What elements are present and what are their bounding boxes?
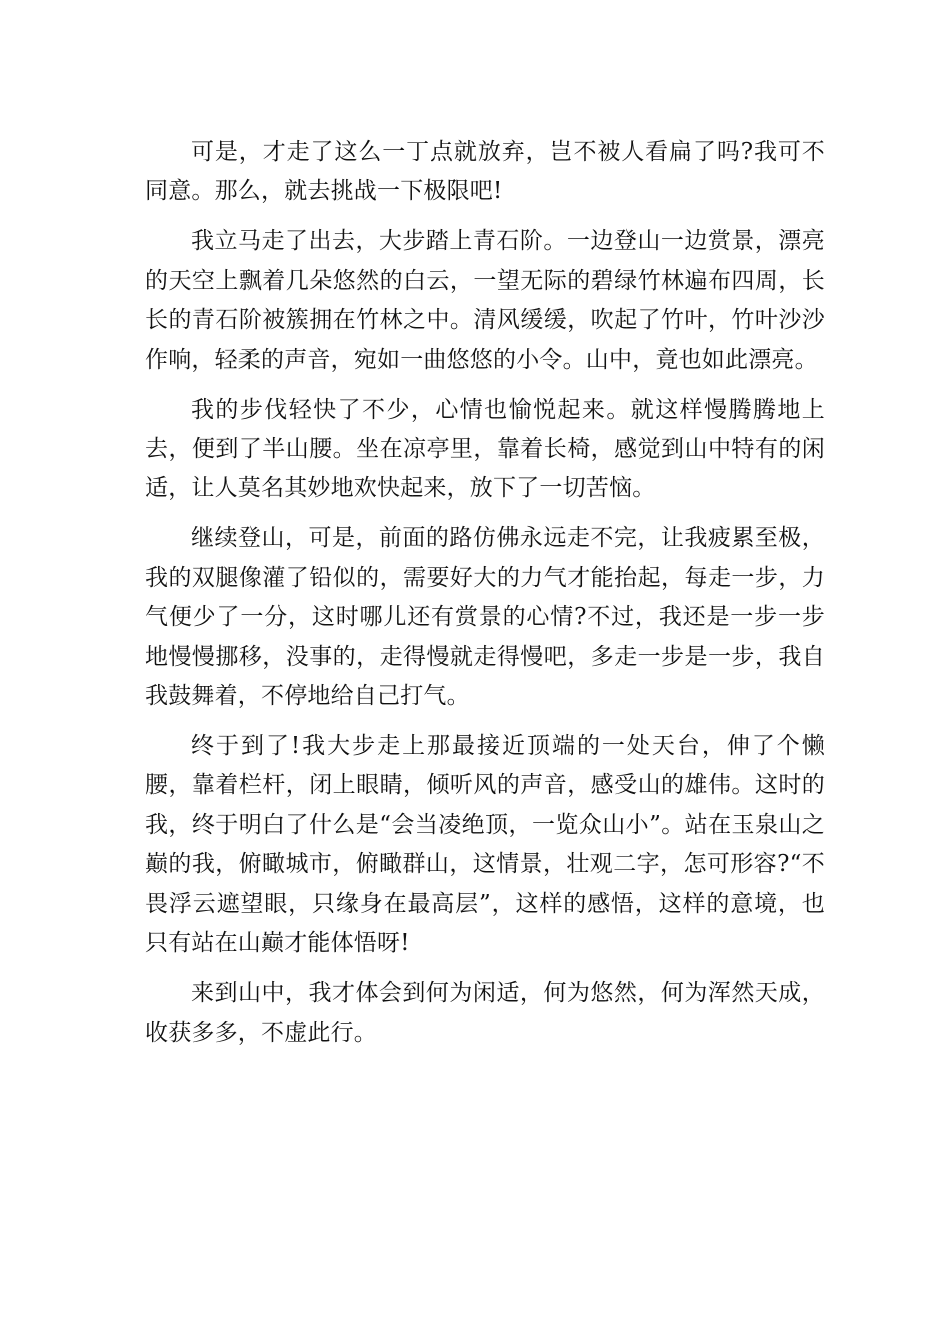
paragraph-6: 来到山中，我才体会到何为闲适，何为悠然，何为浑然天成，收获多多，不虚此行。	[145, 980, 825, 1046]
document-page	[145, 133, 825, 1053]
paragraph-4: 继续登山，可是，前面的路仿佛永远走不完，让我疲累至极，我的双腿像灌了铅似的，需要好大的力气才能抬起，每走一步，力气便少了一分，这时哪儿还有赏景的心情?不过，我还是一步一步地慢慢挪移，没事的，走得慢就走得慢吧，多走一步是一步，我自我鼓舞着，不停地给自己打气。	[145, 525, 825, 710]
paragraph-3: 我的步伐轻快了不少，心情也愉悦起来。就这样慢腾腾地上去，便到了半山腰。坐在凉亭里，靠着长椅，感觉到山中特有的闲适，让人莫名其妙地欢快起来，放下了一切苦恼。	[145, 396, 825, 502]
paragraph-2: 我立马走了出去，大步踏上青石阶。一边登山一边赏景，漂亮的天空上飘着几朵悠然的白云，一望无际的碧绿竹林遍布四周，长长的青石阶被簇拥在竹林之中。清风缓缓，吹起了竹叶，竹叶沙沙作响，轻柔的声音，宛如一曲悠悠的小令。山中，竟也如此漂亮。	[145, 228, 825, 373]
paragraph-5: 终于到了!我大步走上那最接近顶端的一处天台，伸了个懒腰，靠着栏杆，闭上眼睛，倾听风的声音，感受山的雄伟。这时的我，终于明白了什么是“会当凌绝顶，一览众山小”。站在玉泉山之巅的我，俯瞰城市，俯瞰群山，这情景，壮观二字，怎可形容?“不畏浮云遮望眼，只缘身在最高层”，这样的感悟，这样的意境，也只有站在山巅才能体悟呀!	[145, 733, 825, 957]
paragraph-1: 可是，才走了这么一丁点就放弃，岂不被人看扁了吗?我可不同意。那么，就去挑战一下极限吧!	[145, 139, 825, 205]
